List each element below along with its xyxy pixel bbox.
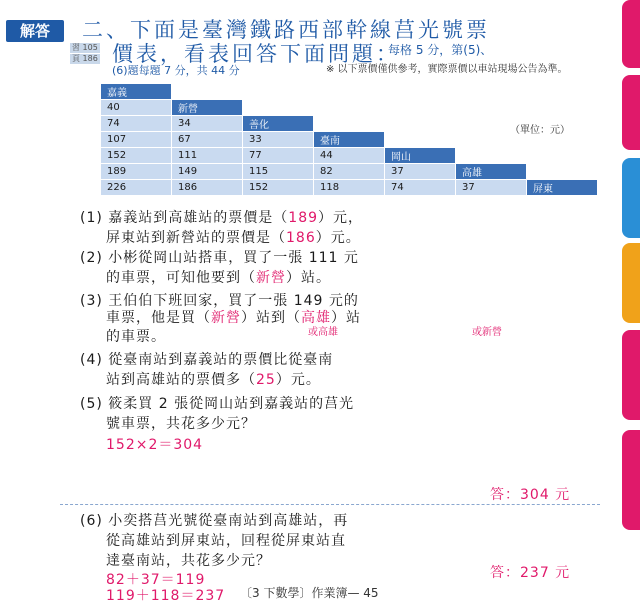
answer-badge: 解答 [6, 20, 64, 42]
empty-cell [527, 100, 598, 116]
fare-cell: 118 [314, 180, 385, 196]
ref-tag-2: 頁 186 [72, 54, 98, 63]
empty-cell [243, 84, 314, 100]
fare-cell: 37 [385, 164, 456, 180]
fare-cell: 115 [243, 164, 314, 180]
fare-cell: 82 [314, 164, 385, 180]
q4-l2-pre: 站到高雄站的票價多（ [106, 372, 256, 388]
empty-cell [385, 84, 456, 100]
empty-cell [456, 100, 527, 116]
q2-number: (2) [80, 250, 103, 266]
station-cell: 岡山 [385, 148, 456, 164]
q1-line1 [80, 207, 363, 227]
q1-b-text: 屏東站到新營站的票價是（ [106, 230, 286, 246]
fare-cell: 77 [243, 148, 314, 164]
question-title-line1: 二、下面是臺灣鐵路西部幹線莒光號票 [82, 18, 490, 42]
divider [60, 504, 600, 505]
fare-cell: 226 [101, 180, 172, 196]
station-cell: 嘉義 [101, 84, 172, 100]
q6-line3: 達臺南站，共花多少元？ [106, 553, 271, 569]
q6-number: (6) [80, 513, 103, 529]
q6-line1 [80, 510, 348, 530]
q6-work-2: 119＋118＝237 [106, 588, 226, 604]
q3-line3: 的車票。 [106, 329, 166, 345]
fare-row [101, 100, 598, 116]
q3-number: (3) [80, 293, 103, 309]
fare-cell: 107 [101, 132, 172, 148]
q2-text: 小彬從岡山站搭車，買了一張 111 元 [108, 250, 359, 266]
q3-answer-1: 新營 [211, 310, 241, 326]
score-note-2: (6)題每題 7 分，共 44 分 [112, 64, 240, 77]
side-tab-3[interactable] [622, 158, 640, 238]
reference-tags [70, 43, 100, 65]
q2-l2-post: ）站。 [286, 270, 331, 286]
q6-work-1: 82＋37＝119 [106, 572, 206, 588]
empty-cell [385, 100, 456, 116]
unit-label: （單位：元） [510, 125, 570, 136]
q5-text: 筱柔買 2 張從岡山站到嘉義站的莒光 [108, 396, 355, 412]
empty-cell [527, 148, 598, 164]
q5-line1 [80, 393, 354, 413]
fare-cell: 44 [314, 148, 385, 164]
q1-a-text: 嘉義站到高雄站的票價是（ [108, 210, 289, 226]
fare-cell: 74 [385, 180, 456, 196]
empty-cell [385, 132, 456, 148]
fare-cell: 33 [243, 132, 314, 148]
q4-answer: 25 [256, 372, 276, 388]
q3-l2-mid: ）站到（ [241, 310, 301, 326]
ref-tag-1: 習 105 [72, 43, 98, 52]
empty-cell [456, 84, 527, 100]
side-tab-2[interactable] [622, 75, 640, 150]
q1-number: (1) [80, 210, 103, 226]
empty-cell [243, 100, 314, 116]
empty-cell [527, 84, 598, 100]
q3-alt-1: 或高雄 [308, 327, 338, 338]
fare-cell: 37 [456, 180, 527, 196]
q4-number: (4) [80, 352, 103, 368]
fare-row [101, 164, 598, 180]
empty-cell [314, 100, 385, 116]
empty-cell [172, 84, 243, 100]
fare-cell: 152 [101, 148, 172, 164]
fare-cell: 40 [101, 100, 172, 116]
q3-l2-post: ）站 [331, 310, 361, 326]
q2-line2 [106, 267, 331, 287]
station-cell: 臺南 [314, 132, 385, 148]
q1-b-post: ）元。 [315, 230, 361, 246]
q2-l2-pre: 的車票，可知他要到（ [106, 270, 256, 286]
empty-cell [456, 148, 527, 164]
fare-cell: 189 [101, 164, 172, 180]
q3-answer-2: 高雄 [301, 310, 331, 326]
q1-b-answer: 186 [286, 230, 316, 246]
score-note: 每格 5 分，第(5)、 [388, 43, 493, 57]
side-tab-1[interactable] [622, 0, 640, 68]
side-tab-4[interactable] [622, 243, 640, 323]
station-cell: 高雄 [456, 164, 527, 180]
q1-a-answer: 189 [288, 210, 319, 226]
q2-line1 [80, 247, 359, 267]
fare-cell: 111 [172, 148, 243, 164]
disclaimer: ※ 以下票價僅供參考，實際票價以車站現場公告為準。 [326, 64, 568, 75]
side-tab-6[interactable] [622, 430, 640, 530]
station-cell: 善化 [243, 116, 314, 132]
fare-row [101, 148, 598, 164]
question-title-line2: 價表，看表回答下面問題： [112, 42, 400, 66]
q6-answer: 答：237 元 [490, 565, 571, 581]
q4-line1 [80, 349, 333, 369]
q3-l2-pre: 車票，他是買（ [106, 310, 211, 326]
fare-row [101, 180, 598, 196]
q5-number: (5) [80, 396, 103, 412]
q5-work: 152×2＝304 [106, 437, 204, 453]
station-cell: 新營 [172, 100, 243, 116]
q1-line2 [106, 227, 361, 247]
q6-text: 小奕搭莒光號從臺南站到高雄站，再 [108, 513, 349, 529]
fare-row [101, 84, 598, 100]
q4-line2 [106, 369, 321, 389]
q6-line2: 從高雄站到屏東站，回程從屏東站直 [106, 533, 346, 549]
q5-answer: 答：304 元 [490, 487, 571, 503]
q4-l2-post: ）元。 [275, 372, 321, 388]
station-cell: 屏東 [527, 180, 598, 196]
fare-cell: 152 [243, 180, 314, 196]
q4-text: 從臺南站到嘉義站的票價比從臺南 [108, 352, 334, 368]
fare-table [100, 83, 598, 196]
q2-answer: 新營 [256, 270, 286, 286]
fare-cell: 149 [172, 164, 243, 180]
q3-alt-2: 或新營 [472, 327, 502, 338]
fare-cell: 34 [172, 116, 243, 132]
empty-cell [314, 84, 385, 100]
empty-cell [527, 164, 598, 180]
fare-cell: 186 [172, 180, 243, 196]
fare-cell: 67 [172, 132, 243, 148]
q5-line2: 號車票，共花多少元？ [106, 416, 256, 432]
empty-cell [385, 116, 456, 132]
side-tab-5[interactable] [622, 330, 640, 420]
empty-cell [314, 116, 385, 132]
fare-cell: 74 [101, 116, 172, 132]
q1-a-post: ）元， [318, 210, 364, 226]
page-footer: 〔3 下數學〕作業簿— 45 [240, 586, 379, 600]
q3-text: 王伯伯下班回家，買了一張 149 元的 [108, 293, 359, 309]
